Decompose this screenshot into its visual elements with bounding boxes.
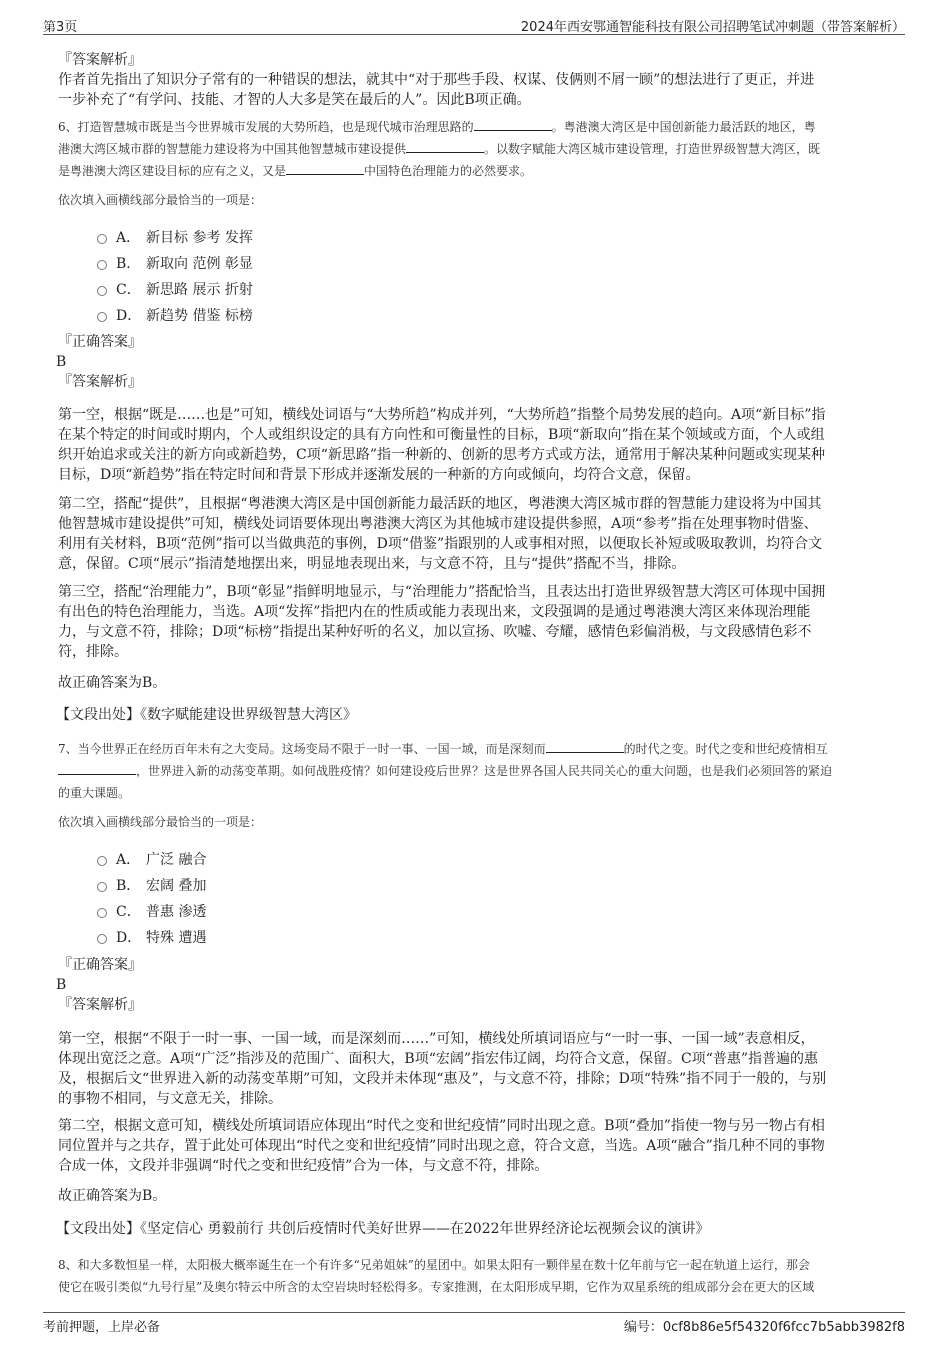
q6-answer bbox=[58, 332, 898, 392]
blank-line bbox=[546, 740, 624, 753]
blank-line bbox=[474, 118, 552, 131]
radio-button[interactable] bbox=[97, 312, 107, 322]
q8-stem: 8、和大多数恒星一样，太阳极大概率诞生在一个有许多“兄弟姐妹”的星团中。如果太阳有一颗伴星在数十亿年前与它一起在轨道上运行，那会 使它在吸引类似“九号行星”及奥尔特云中所含的太空岩块时轻松得多。专家推测，在太阳形成早期，它作为双星系统的组成部分会在更大的区域 bbox=[58, 1258, 815, 1294]
page-header bbox=[43, 14, 905, 35]
q6-analysis-para-2: 第二空，搭配“提供”，且根据“粤港澳大湾区是中国创新能力最活跃的地区，粤港澳大湾区城市群的智慧能力建设将为中国其 他智慧城市建设提供”可知，横线处词语要体现出粤港澳大湾区为其他城市建设提供参照，A项“参考”指在处理事物时借鉴、 利用有关材料，B项“范例”指可以当做典范的事例，D项“借鉴”指跟别的人或事相对照，以便取长补短或吸取教训，均符合文 意，保留。C项“展示”指清楚地摆出来，明显地表现出来，与文意不符，且与“提供”搭配不当，排除。 bbox=[58, 496, 823, 572]
correct-answer: B bbox=[56, 977, 67, 993]
analysis-label: 『答案解析』 bbox=[58, 997, 142, 1013]
analysis-label: 『答案解析』 bbox=[58, 374, 142, 390]
page-number: 第3页 bbox=[43, 20, 78, 35]
page-footer bbox=[43, 1312, 905, 1335]
radio-button[interactable] bbox=[97, 934, 107, 944]
q6-analysis-para-1: 第一空，根据“既是……也是”可知，横线处词语与“大势所趋”构成并列，“大势所趋”指整个局势发展的趋向。A项“新目标”指 在某个特定的时间或时期内，个人或组织设定的具有方向性和可衡量性的目标，B项“新取向”指在某个领域或方面，个人或组 织开始追求或关注的新方向或新趋势，C项“新思路”指一种新的、创新的思考方式或方法，通常用于解决某种问题或实现某种 目标，D项“新趋势”指在特定时间和背景下形成并逐渐发展的一种新的方向或倾向，均符合文意，保留。 bbox=[58, 407, 826, 483]
option-d[interactable]: D． 特殊 遭遇 bbox=[97, 925, 206, 951]
option-b[interactable]: B． 新取向 范例 彰显 bbox=[97, 251, 253, 277]
q5-analysis bbox=[58, 50, 898, 110]
q6-source: 【文段出处】《数字赋能建设世界级智慧大湾区》 bbox=[56, 707, 357, 723]
correct-answer: B bbox=[56, 354, 67, 370]
option-b[interactable]: B． 宏阔 叠加 bbox=[97, 873, 206, 899]
option-a[interactable]: A． 广泛 融合 bbox=[97, 847, 206, 873]
q6-options bbox=[97, 225, 253, 329]
radio-button[interactable] bbox=[97, 260, 107, 270]
blank-line bbox=[286, 162, 364, 175]
option-c[interactable]: C． 新思路 展示 折射 bbox=[97, 277, 253, 303]
document-title: 2024年西安鄂通智能科技有限公司招聘笔试冲刺题（带答案解析） bbox=[520, 20, 905, 35]
q7-analysis-para-1: 第一空，根据“不限于一时一事、一国一域，而是深刻而……”可知，横线处所填词语应与“一时一事、一国一域”表意相反， 体现出宽泛之意。A项“广泛”指涉及的范围广、面积大，B项“宏阔”指宏伟辽阔，均符合文意，保留。C项“普惠”指普遍的惠 及，根据后文“世界进入新的动荡变革期”可知，文段并未体现“惠及”，与文意不符，排除；D项“特殊”指不同于一般的，与别 的事物不相同，与文意无关，排除。 bbox=[58, 1031, 827, 1107]
q7-answer bbox=[58, 955, 898, 1015]
q6-stem: 6、打造智慧城市既是当今世界城市发展的大势所趋，也是现代城市治理思路的 。粤港澳大湾区是中国创新能力最活跃的地区，粤 港澳大湾区城市群的智慧能力建设将为中国其他智慧城市建设提供 。以数字赋能大湾区城市建设管理，打造世界级智慧大湾区，既 是粤港澳大湾区建设目标的应有之义，又是 中国特色治理能力的必然要求。 bbox=[58, 120, 821, 178]
q7-analysis-para-2: 第二空，根据文意可知，横线处所填词语应体现出“时代之变和世纪疫情”同时出现之意。B项“叠加”指使一物与另一物占有相 同位置并与之共存，置于此处可体现出“时代之变和世纪疫情”同时出现之意，符合文意，当选。A项“融合”指几种不同的事物 合成一体，文段并非强调“时代之变和世纪疫情”合为一体，与文意不符，排除。 bbox=[58, 1118, 825, 1174]
radio-button[interactable] bbox=[97, 908, 107, 918]
radio-button[interactable] bbox=[97, 286, 107, 296]
blank-line bbox=[58, 762, 136, 775]
radio-button[interactable] bbox=[97, 856, 107, 866]
option-c[interactable]: C． 普惠 渗透 bbox=[97, 899, 206, 925]
analysis-line: 作者首先指出了知识分子常有的一种错误的想法，就其中“对于那些手段、权谋、伎俩则不屑一顾”的想法进行了更正，并进 bbox=[58, 72, 815, 88]
analysis-line: 一步补充了“有学问、技能、才智的人大多是笑在最后的人”。因此B项正确。 bbox=[58, 92, 531, 108]
correct-label: 『正确答案』 bbox=[58, 334, 142, 350]
radio-button[interactable] bbox=[97, 882, 107, 892]
q7-prompt: 依次填入画横线部分最恰当的一项是： bbox=[58, 815, 263, 829]
footer-slogan: 考前押题，上岸必备 bbox=[43, 1320, 161, 1335]
q7-conclusion: 故正确答案为B。 bbox=[58, 1188, 167, 1204]
analysis-label: 『答案解析』 bbox=[58, 52, 142, 68]
q7-source: 【文段出处】《坚定信心 勇毅前行 共创后疫情时代美好世界——在2022年世界经济论坛视频会议的演讲》 bbox=[56, 1221, 710, 1237]
radio-button[interactable] bbox=[97, 234, 107, 244]
q6-analysis-para-3: 第三空，搭配“治理能力”，B项“彰显”指鲜明地显示，与“治理能力”搭配恰当，且表达出打造世界级智慧大湾区可体现中国拥 有出色的特色治理能力，当选。A项“发挥”指把内在的性质或能力表现出来，文段强调的是通过粤港澳大湾区来体现治理能 力，与文意不符，排除；D项“标榜”指提出某种好听的名义，加以宣扬、吹嘘、夸耀，感情色彩偏消极，与文段感情色彩不 符，排除。 bbox=[58, 584, 826, 660]
blank-line bbox=[406, 140, 484, 153]
option-d[interactable]: D． 新趋势 借鉴 标榜 bbox=[97, 303, 253, 329]
q7-options bbox=[97, 847, 206, 951]
q7-stem: 7、当今世界正在经历百年未有之大变局。这场变局不限于一时一事、一国一域，而是深刻而 的时代之变。时代之变和世纪疫情相互 ，世界进入新的动荡变革期。如何战胜疫情？如何建设疫后世界？这是世界各国人民共同关心的重大问题，也是我们必须回答的紧迫 的重大课题。 bbox=[58, 742, 833, 800]
q6-conclusion: 故正确答案为B。 bbox=[58, 675, 167, 691]
q6-prompt: 依次填入画横线部分最恰当的一项是： bbox=[58, 193, 263, 207]
correct-label: 『正确答案』 bbox=[58, 957, 142, 973]
option-a[interactable]: A． 新目标 参考 发挥 bbox=[97, 225, 253, 251]
document-id: 编号：0cf8b86e5f54320f6fcc7b5abb3982f8 bbox=[623, 1320, 905, 1335]
